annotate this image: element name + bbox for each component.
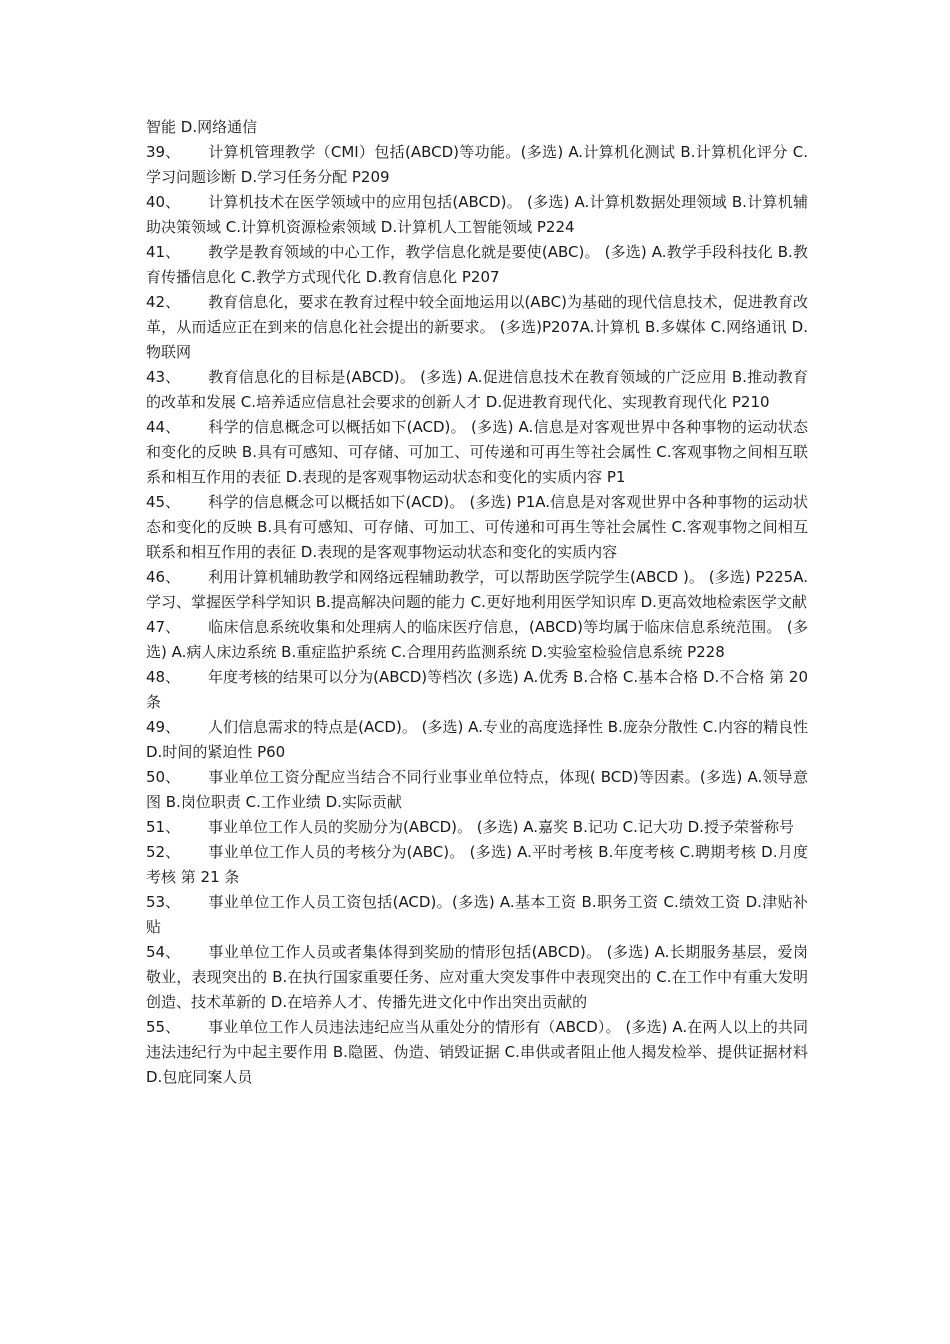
- question-text: 事业单位工作人员或者集体得到奖励的情形包括(ABCD)。 (多选) A.长期服务基层，爱岗敬业，表现突出的 B.在执行国家重要任务、应对重大突发事件中表现突出的 C.在工作中有重大发明创造、技术革新的 D.在培养人才、传播先进文化中作出突出贡献的: [146, 943, 808, 1011]
- question-text: 教育信息化的目标是(ABCD)。 (多选) A.促进信息技术在教育领域的广泛应用 B.推动教育的改革和发展 C.培养适应信息社会要求的创新人才 D.促进教育现代化、实现教育现代化 P210: [146, 368, 808, 411]
- question-text: 科学的信息概念可以概括如下(ACD)。 (多选) A.信息是对客观世界中各种事物的运动状态和变化的反映 B.具有可感知、可存储、可加工、可传递和可再生等社会属性 C.客观事物之间相互联系和相互作用的表征 D.表现的是客观事物运动状态和变化的实质内容 P1: [146, 418, 808, 486]
- question-text: 计算机管理教学（CMI）包括(ABCD)等功能。(多选) A.计算机化测试 B.计算机化评分 C.学习问题诊断 D.学习任务分配 P209: [146, 143, 808, 186]
- question-number: 52、: [146, 843, 181, 861]
- question-list: [146, 115, 808, 1090]
- question-number: 43、: [146, 368, 181, 386]
- question-item: [146, 815, 808, 840]
- question-text: 临床信息系统收集和处理病人的临床医疗信息，(ABCD)等均属于临床信息系统范围。 (多选) A.病人床边系统 B.重症监护系统 C.合理用药监测系统 D.实验室检验信息系统 P228: [146, 618, 808, 661]
- question-item: [146, 615, 808, 665]
- question-number: 42、: [146, 293, 181, 311]
- question-item: [146, 490, 808, 565]
- question-item: [146, 1015, 808, 1090]
- question-item: [146, 565, 808, 615]
- question-number: 48、: [146, 668, 181, 686]
- question-number: 51、: [146, 818, 181, 836]
- question-number: 47、: [146, 618, 181, 636]
- question-item: [146, 940, 808, 1015]
- question-text: 事业单位工作人员的奖励分为(ABCD)。 (多选) A.嘉奖 B.记功 C.记大功 D.授予荣誉称号: [208, 818, 794, 836]
- question-text: 年度考核的结果可以分为(ABCD)等档次 (多选) A.优秀 B.合格 C.基本合格 D.不合格 第 20 条: [146, 668, 808, 711]
- question-item: [146, 665, 808, 715]
- question-number: 44、: [146, 418, 181, 436]
- question-number: 46、: [146, 568, 181, 586]
- question-number: 49、: [146, 718, 181, 736]
- question-number: 40、: [146, 193, 181, 211]
- question-text: 人们信息需求的特点是(ACD)。 (多选) A.专业的高度选择性 B.庞杂分散性 C.内容的精良性 D.时间的紧迫性 P60: [146, 718, 808, 761]
- question-text: 教学是教育领域的中心工作，教学信息化就是要使(ABC)。 (多选) A.教学手段科技化 B.教育传播信息化 C.教学方式现代化 D.教育信息化 P207: [146, 243, 808, 286]
- question-number: 39、: [146, 143, 181, 161]
- question-text: 科学的信息概念可以概括如下(ACD)。 (多选) P1A.信息是对客观世界中各种事物的运动状态和变化的反映 B.具有可感知、可存储、可加工、可传递和可再生等社会属性 C.客观事物之间相互联系和相互作用的表征 D.表现的是客观事物运动状态和变化的实质内容: [146, 493, 808, 561]
- question-text: 教育信息化，要求在教育过程中较全面地运用以(ABC)为基础的现代信息技术，促进教育改革，从而适应正在到来的信息化社会提出的新要求。 (多选)P207A.计算机 B.多媒体 C.网络通讯 D.物联网: [146, 293, 808, 361]
- question-item: [146, 890, 808, 940]
- question-number: 55、: [146, 1018, 181, 1036]
- question-number: 50、: [146, 768, 181, 786]
- question-item: [146, 365, 808, 415]
- question-item: [146, 840, 808, 890]
- question-item: [146, 190, 808, 240]
- question-text: 事业单位工作人员工资包括(ACD)。(多选) A.基本工资 B.职务工资 C.绩效工资 D.津贴补贴: [146, 893, 808, 936]
- question-item: [146, 140, 808, 190]
- question-item: [146, 765, 808, 815]
- question-number: 45、: [146, 493, 181, 511]
- question-number: 41、: [146, 243, 181, 261]
- question-text: 事业单位工作人员违法违纪应当从重处分的情形有（ABCD）。 (多选) A.在两人以上的共同违法违纪行为中起主要作用 B.隐匿、伪造、销毁证据 C.串供或者阻止他人揭发检举、提供证据材料 D.包庇同案人员: [146, 1018, 808, 1086]
- question-item: [146, 290, 808, 365]
- question-number: 53、: [146, 893, 181, 911]
- question-item: [146, 240, 808, 290]
- lead-fragment: 智能 D.网络通信: [146, 118, 258, 136]
- question-items: [146, 140, 808, 1090]
- question-text: 事业单位工资分配应当结合不同行业事业单位特点，体现( BCD)等因素。(多选) A.领导意图 B.岗位职责 C.工作业绩 D.实际贡献: [146, 768, 808, 811]
- question-text: 计算机技术在医学领域中的应用包括(ABCD)。 (多选) A.计算机数据处理领域 B.计算机辅助决策领域 C.计算机资源检索领域 D.计算机人工智能领域 P224: [146, 193, 808, 236]
- question-text: 利用计算机辅助教学和网络远程辅助教学，可以帮助医学院学生(ABCD )。 (多选) P225A.学习、掌握医学科学知识 B.提高解决问题的能力 C.更好地利用医学知识库 D.更高效地检索医学文献: [146, 568, 808, 611]
- question-item: [146, 415, 808, 490]
- question-number: 54、: [146, 943, 181, 961]
- question-item: [146, 715, 808, 765]
- question-text: 事业单位工作人员的考核分为(ABC)。 (多选) A.平时考核 B.年度考核 C.聘期考核 D.月度考核 第 21 条: [146, 843, 808, 886]
